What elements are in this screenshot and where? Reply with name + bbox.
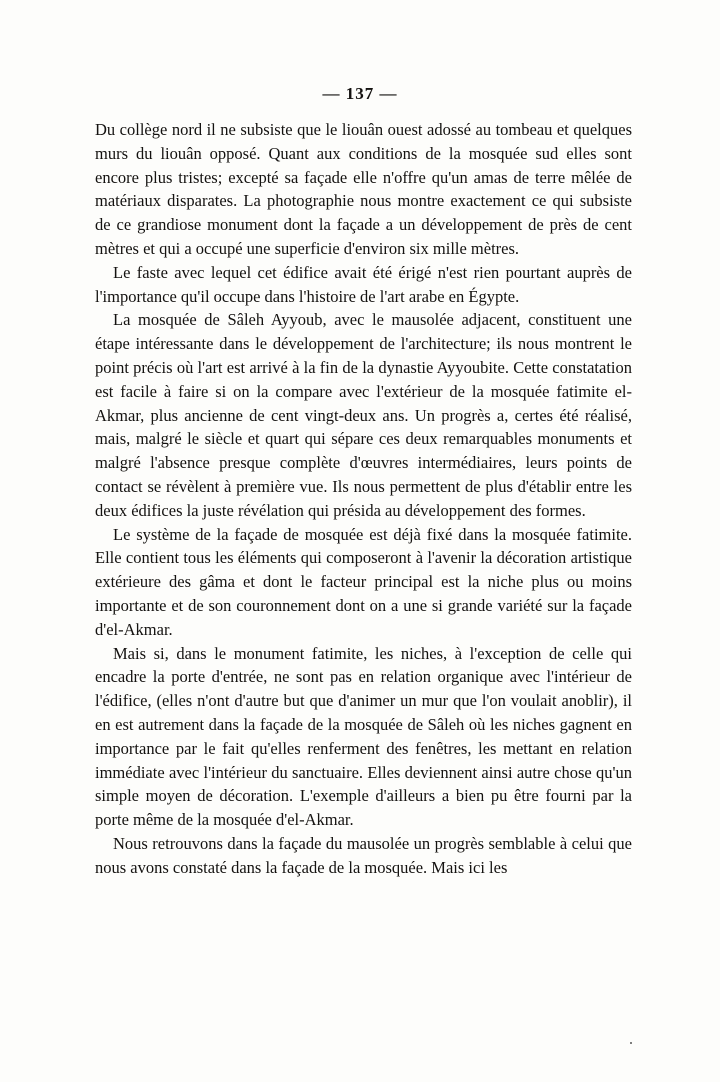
paragraph-4: Le système de la façade de mosquée est déjà fixé dans la mosquée fatimite. Elle contient tous les éléments qui composeront à l'avenir la décoration artistique extérieure des gâma et dont le facteur principal est la niche plus ou moins importante et de son couronnement dont on a une si grande variété sur la façade d'el-Akmar. [95, 524, 632, 639]
paragraph-3: La mosquée de Sâleh Ayyoub, avec le mausolée adjacent, constituent une étape intéressante dans le développement de l'architecture; ils nous montrent le point précis où l'art est arrivé à la fin de la dynastie Ayyoubite. Cette constatation est facile à faire si on la compare avec l'extérieur de la mosquée fatimite el-Akmar, plus ancienne de cent vingt-deux ans. Un progrès a, certes été réalisé, mais, malgré le siècle et quart qui sépare ces deux remarquables monuments et malgré l'absence presque complète d'œuvres intermédiaires, leurs points de contact se révèlent à première vue. Ils nous permettent de plus d'établir entre les deux édifices la juste révélation qui présida au développement des formes. [95, 310, 632, 520]
paragraph-1: Du collège nord il ne subsiste que le liouân ouest adossé au tombeau et quelques murs du liouân opposé. Quant aux conditions de la mosquée sud elles sont encore plus tristes; excepté sa façade elle n'offre qu'un amas de terre mêlée de matériaux disparates. La photographie nous montre exactement ce qui subsiste de ce grandiose monument dont la façade a un développement de près de cent mètres et qui a occupé une superficie d'environ six mille mètres. [95, 120, 632, 258]
paragraph-6: Nous retrouvons dans la façade du mausolée un progrès semblable à celui que nous avons constaté dans la façade de la mosquée. Mais ici les [95, 833, 632, 877]
text-block [95, 118, 632, 880]
paragraph-2: Le faste avec lequel cet édifice avait été érigé n'est rien pourtant auprès de l'importance qu'il occupe dans l'histoire de l'art arabe en Égypte. [95, 262, 632, 306]
page-number: — 137 — [322, 84, 398, 103]
print-artifact-dot [630, 1042, 632, 1044]
paragraph-5: Mais si, dans le monument fatimite, les niches, à l'exception de celle qui encadre la porte d'entrée, ne sont pas en relation organique avec l'intérieur de l'édifice, (elles n'ont d'autre but que d'animer un mur que l'on voulait anoblir), il en est autrement dans la façade de la mosquée de Sâleh où les niches gagnent en importance par le fait qu'elles renferment des fenêtres, les mettant en relation immédiate avec l'intérieur du sanctuaire. Elles deviennent ainsi autre chose qu'un simple moyen de décoration. L'exemple d'ailleurs a bien pu être fourni par la porte même de la mosquée d'el-Akmar. [95, 643, 632, 830]
